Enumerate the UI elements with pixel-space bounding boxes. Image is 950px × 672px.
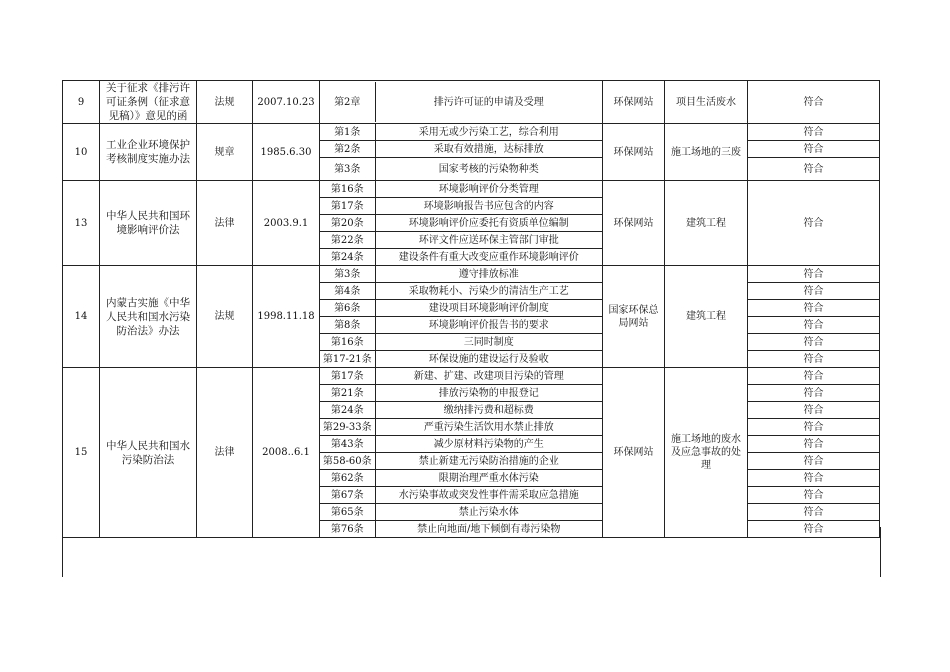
article-row xyxy=(320,181,602,198)
result-list xyxy=(748,82,879,122)
article-row xyxy=(320,487,602,504)
article-clause: 第1条 xyxy=(320,124,375,141)
row-number: 13 xyxy=(63,181,100,266)
article-content: 采取物耗小、污染少的清洁生产工艺 xyxy=(375,283,602,300)
article-content: 环境影响报告书应包含的内容 xyxy=(375,198,602,215)
result-cell: 符合 xyxy=(803,353,824,365)
article-content: 禁止向地面/地下倾倒有毒污染物 xyxy=(417,523,561,535)
article-block xyxy=(320,181,603,266)
result-cell: 符合 xyxy=(803,523,824,535)
article-content: 限期治理严重水体污染 xyxy=(375,470,602,487)
article-content: 减少原材料污染物的产生 xyxy=(375,436,602,453)
article-clause: 第3条 xyxy=(320,158,375,181)
table-row xyxy=(63,181,880,266)
row-number: 10 xyxy=(63,124,100,181)
row-number: 9 xyxy=(63,81,100,124)
result-row xyxy=(748,283,879,300)
article-content: 环境影响评价分类管理 xyxy=(375,181,602,198)
result-block xyxy=(748,368,880,538)
result-cell: 符合 xyxy=(748,124,879,141)
article-row xyxy=(320,317,602,334)
article-clause: 第76条 xyxy=(320,521,375,538)
article-row xyxy=(320,453,602,470)
result-row xyxy=(748,266,879,283)
article-block xyxy=(320,124,603,181)
article-clause: 第21条 xyxy=(320,385,375,402)
result-row xyxy=(748,470,879,487)
article-block xyxy=(320,368,603,538)
empty-table-area xyxy=(62,527,881,577)
article-content: 水污染事故或突发性事件需采取应急措施 xyxy=(375,487,602,504)
article-content: 缴纳排污费和超标费 xyxy=(375,402,602,419)
result-cell: 符合 xyxy=(748,334,879,351)
article-row xyxy=(320,141,602,158)
article-list xyxy=(320,266,602,367)
result-cell: 符合 xyxy=(803,163,824,175)
result-cell: 符合 xyxy=(748,300,879,317)
article-row xyxy=(320,198,602,215)
result-cell: 符合 xyxy=(748,504,879,521)
result-row xyxy=(748,141,879,158)
result-row xyxy=(748,158,879,181)
article-row xyxy=(320,82,602,122)
article-content: 严重污染生活饮用水禁止排放 xyxy=(375,419,602,436)
article-content: 环保设施的建设运行及验收 xyxy=(428,353,549,365)
article-list xyxy=(320,124,602,180)
law-type: 法规 xyxy=(197,266,253,368)
article-content: 排放污染物的申报登记 xyxy=(375,385,602,402)
article-row xyxy=(320,351,602,368)
article-content: 采取有效措施，达标排放 xyxy=(375,141,602,158)
article-content: 建设条件有重大改变应重作环境影响评价 xyxy=(398,251,579,263)
result-row xyxy=(748,453,879,470)
article-clause: 第6条 xyxy=(320,300,375,317)
result-row xyxy=(748,436,879,453)
article-row xyxy=(320,300,602,317)
result-cell: 符合 xyxy=(748,317,879,334)
effective-date: 2007.10.23 xyxy=(253,81,320,124)
result-row xyxy=(748,334,879,351)
law-type: 规章 xyxy=(197,124,253,181)
result-cell: 符合 xyxy=(748,419,879,436)
article-clause: 第17-21条 xyxy=(320,351,375,368)
result-cell: 符合 xyxy=(748,181,880,266)
law-type: 法规 xyxy=(197,81,253,124)
article-clause: 第58-60条 xyxy=(320,453,375,470)
result-row xyxy=(748,351,879,368)
article-row xyxy=(320,334,602,351)
article-row xyxy=(320,266,602,283)
result-cell: 符合 xyxy=(748,487,879,504)
law-name: 中华人民共和国水污染防治法 xyxy=(100,368,197,538)
result-list xyxy=(748,266,879,367)
article-clause: 第4条 xyxy=(320,283,375,300)
law-name: 工业企业环境保护考核制度实施办法 xyxy=(100,124,197,181)
article-content: 遵守排放标准 xyxy=(375,266,602,283)
source: 环保网站 xyxy=(603,81,665,124)
result-row xyxy=(748,402,879,419)
law-name: 中华人民共和国环境影响评价法 xyxy=(100,181,197,266)
result-cell: 符合 xyxy=(748,266,879,283)
article-clause: 第2章 xyxy=(320,82,375,122)
effective-date: 2003.9.1 xyxy=(253,181,320,266)
article-row xyxy=(320,436,602,453)
article-row xyxy=(320,249,602,266)
scope: 施工场地的三废 xyxy=(665,124,748,181)
result-row xyxy=(748,300,879,317)
scope: 建筑工程 xyxy=(665,181,748,266)
result-cell: 符合 xyxy=(748,141,879,158)
regulation-table-container xyxy=(62,80,880,538)
article-content: 环境影响评价应委托有资质单位编制 xyxy=(375,215,602,232)
article-content: 三同时制度 xyxy=(375,334,602,351)
article-row xyxy=(320,470,602,487)
article-clause: 第24条 xyxy=(320,249,375,266)
effective-date: 1998.11.18 xyxy=(253,266,320,368)
table-row xyxy=(63,124,880,181)
result-row xyxy=(748,368,879,385)
article-row xyxy=(320,385,602,402)
result-row xyxy=(748,317,879,334)
result-row xyxy=(748,385,879,402)
article-clause: 第8条 xyxy=(320,317,375,334)
article-row xyxy=(320,232,602,249)
row-number: 15 xyxy=(63,368,100,538)
article-row xyxy=(320,402,602,419)
article-row xyxy=(320,368,602,385)
article-clause: 第67条 xyxy=(320,487,375,504)
result-row xyxy=(748,124,879,141)
article-content: 禁止新建无污染防治措施的企业 xyxy=(375,453,602,470)
source: 环保网站 xyxy=(603,368,665,538)
article-clause: 第65条 xyxy=(320,504,375,521)
article-clause: 第16条 xyxy=(320,334,375,351)
article-list xyxy=(320,368,602,537)
article-clause: 第2条 xyxy=(320,141,375,158)
article-list xyxy=(320,82,602,122)
article-clause: 第43条 xyxy=(320,436,375,453)
article-content: 国家考核的污染物种类 xyxy=(438,163,539,175)
article-clause: 第3条 xyxy=(320,266,375,283)
article-content: 建设项目环境影响评价制度 xyxy=(375,300,602,317)
result-cell: 符合 xyxy=(748,283,879,300)
result-row xyxy=(748,504,879,521)
law-name: 关于征求《排污许可证条例（征求意见稿）》意见的函 xyxy=(100,81,197,124)
article-clause: 第22条 xyxy=(320,232,375,249)
article-row xyxy=(320,158,602,181)
row-number: 14 xyxy=(63,266,100,368)
law-type: 法律 xyxy=(197,368,253,538)
article-clause: 第17条 xyxy=(320,198,375,215)
article-row xyxy=(320,504,602,521)
article-content: 新建、扩建、改建项目污染的管理 xyxy=(375,368,602,385)
article-clause: 第62条 xyxy=(320,470,375,487)
result-cell: 符合 xyxy=(803,96,824,108)
result-cell: 符合 xyxy=(748,385,879,402)
result-row xyxy=(748,419,879,436)
article-clause: 第24条 xyxy=(320,402,375,419)
article-row xyxy=(320,283,602,300)
article-clause: 第16条 xyxy=(320,181,375,198)
scope: 施工场地的废水及应急事故的处理 xyxy=(665,368,748,538)
article-content: 环评文件应送环保主管部门审批 xyxy=(375,232,602,249)
article-content: 采用无或少污染工艺，综合利用 xyxy=(375,124,602,141)
result-block xyxy=(748,81,880,124)
regulation-table xyxy=(62,80,880,538)
table-row xyxy=(63,266,880,368)
result-list xyxy=(748,368,879,537)
effective-date: 2008..6.1 xyxy=(253,368,320,538)
article-row xyxy=(320,215,602,232)
article-block xyxy=(320,81,603,124)
table-row xyxy=(63,81,880,124)
article-content: 环境影响评价报告书的要求 xyxy=(375,317,602,334)
result-cell: 符合 xyxy=(748,453,879,470)
article-clause: 第20条 xyxy=(320,215,375,232)
table-row xyxy=(63,368,880,538)
law-name: 内蒙古实施《中华人民共和国水污染防治法》办法 xyxy=(100,266,197,368)
article-clause: 第17条 xyxy=(320,368,375,385)
article-row xyxy=(320,419,602,436)
article-content: 禁止污染水体 xyxy=(375,504,602,521)
result-row xyxy=(748,82,879,122)
result-cell: 符合 xyxy=(748,368,879,385)
law-type: 法律 xyxy=(197,181,253,266)
scope: 项目生活废水 xyxy=(665,81,748,124)
result-cell: 符合 xyxy=(748,470,879,487)
source: 国家环保总局网站 xyxy=(603,266,665,368)
article-content: 排污许可证的申请及受理 xyxy=(433,96,544,108)
article-row xyxy=(320,124,602,141)
article-list xyxy=(320,181,602,265)
article-block xyxy=(320,266,603,368)
result-row xyxy=(748,487,879,504)
scope: 建筑工程 xyxy=(665,266,748,368)
source: 环保网站 xyxy=(603,124,665,181)
result-block xyxy=(748,124,880,181)
effective-date: 1985.6.30 xyxy=(253,124,320,181)
article-clause: 第29-33条 xyxy=(320,419,375,436)
result-list xyxy=(748,124,879,180)
result-cell: 符合 xyxy=(748,436,879,453)
result-block xyxy=(748,266,880,368)
result-cell: 符合 xyxy=(748,402,879,419)
source: 环保网站 xyxy=(603,181,665,266)
